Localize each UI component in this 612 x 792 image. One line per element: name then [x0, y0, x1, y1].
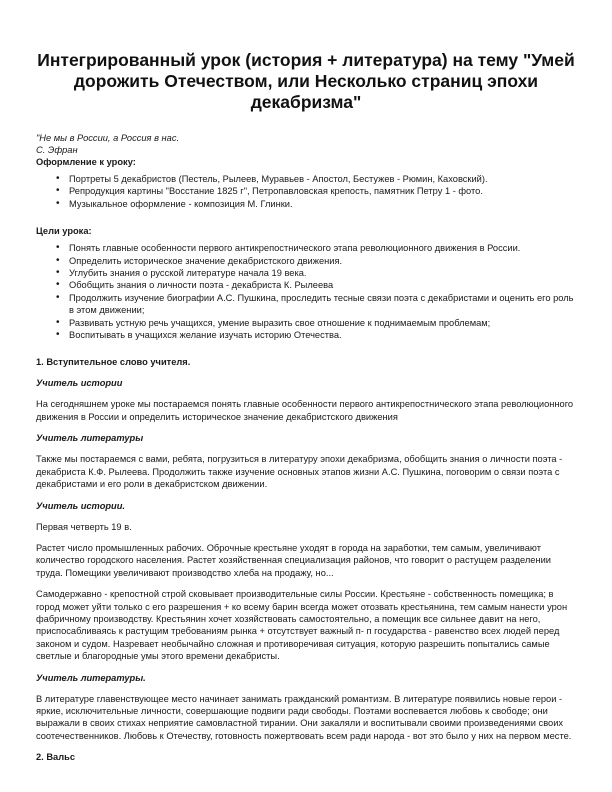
goals-list: [36, 242, 576, 341]
list-item: • Продолжить изучение биографии А.С. Пушкина, проследить тесные связи поэта с декабристами и оценить его роль в этом движении;: [69, 292, 576, 317]
list-item: • Репродукция картины "Восстание 1825 г", Петропавловская крепость, памятник Петру 1 - фото.: [69, 185, 576, 197]
role-history-teacher: Учитель истории: [36, 378, 123, 389]
list-item: • Обобщить знания о личности поэта - декабриста К. Рылеева: [69, 279, 576, 291]
list-item: • Углубить знания о русской литературе начала 19 века.: [69, 267, 576, 279]
epigraph-author: С. Эфран: [36, 144, 78, 155]
list-item: • Развивать устную речь учащихся, умение выразить свое отношение к поднимаемым проблемам;: [69, 317, 576, 329]
section-2-heading: 2. Вальс: [36, 752, 76, 763]
document-title: Интегрированный урок (история + литература) на тему "Умей дорожить Отечеством, или Несколько страниц эпохи декабризма": [37, 50, 575, 112]
goals-heading: Цели урока:: [36, 226, 92, 237]
list-item: • Определить историческое значение декабристского движения.: [69, 255, 576, 267]
list-item: • Понять главные особенности первого антикрепостнического этапа революционного движения в России.: [69, 242, 576, 254]
paragraph: Первая четверть 19 в.: [36, 521, 132, 532]
epigraph-quote: "Не мы в России, а Россия в нас.: [36, 133, 180, 143]
paragraph: Также мы постараемся с вами, ребята, погрузиться в литературу эпохи декабризма, обобщить знания о личности поэта - декабриста К.Ф. Рылеева. Продолжить также изучение основных этапов жизни А.С. Пушкина, поговорим о связи поэта с декабристами и его роли в декабристском движении.: [36, 454, 563, 490]
list-item: • Воспитывать в учащихся желание изучать историю Отечества.: [69, 329, 576, 341]
list-item: • Портреты 5 декабристов (Пестель, Рылеев, Муравьев - Апостол, Бестужев - Рюмин, Каховский).: [69, 173, 576, 185]
role-literature-teacher: Учитель литературы.: [36, 672, 146, 683]
paragraph: На сегодняшнем уроке мы постараемся понять главные особенности первого антикрепостнического этапа революционного движения в России и определить историческое значение декабристского движения: [36, 399, 574, 422]
list-item: • Музыкальное оформление - композиция М. Глинки.: [69, 198, 576, 210]
role-literature-teacher: Учитель литературы: [36, 433, 144, 444]
paragraph: Растет число промышленных рабочих. Оброчные крестьяне уходят в города на заработки, тем самым, увеличивают количество городского населения. Растет хозяйственная специализация районов, что говорит о растущем разделении труда. Помещики увеличивают производство хлеба на продажу, но...: [36, 542, 551, 578]
section-1-heading: 1. Вступительное слово учителя.: [36, 357, 191, 368]
design-heading: Оформление к уроку:: [36, 157, 136, 167]
document-page: [36, 50, 576, 763]
paragraph: Самодержавно - крепостной строй сковывает производительные силы России. Крестьяне - собственность помещика; в город может уйти только с его разрешения + ко всему барин всегда может отозвать крестьянина, тем самым нанести урон фабричному производству. Крестьянин хочет хозяйствовать самостоятельно, а помещик все сильнее давит на него, приспосабливаясь к растущим требованиям рынка + отсутствует важный п- п государства - равенство всех людей перед законом и судом. Назревает необычайно сложная и противоречивая ситуация, которую разрешить попытались самые светлые и благородные умы этого времени декабристы.: [36, 589, 568, 662]
design-list: [36, 173, 576, 210]
role-history-teacher: Учитель истории.: [36, 500, 126, 511]
paragraph: В литературе главенствующее место начинает занимать гражданский романтизм. В литературе появились новые герои - яркие, исключительные личности, совершающие подвиги ради свободы. Поэтами воспевается любовь к свободе; они выражали в своих стихах неприятие самовластной тирании. Они закаляли и воспитывали своими произведениями своих соотечественников. Любовь к Отечеству, готовность пожертвовать всем ради народа - вот это было у них на первом месте.: [36, 693, 572, 741]
